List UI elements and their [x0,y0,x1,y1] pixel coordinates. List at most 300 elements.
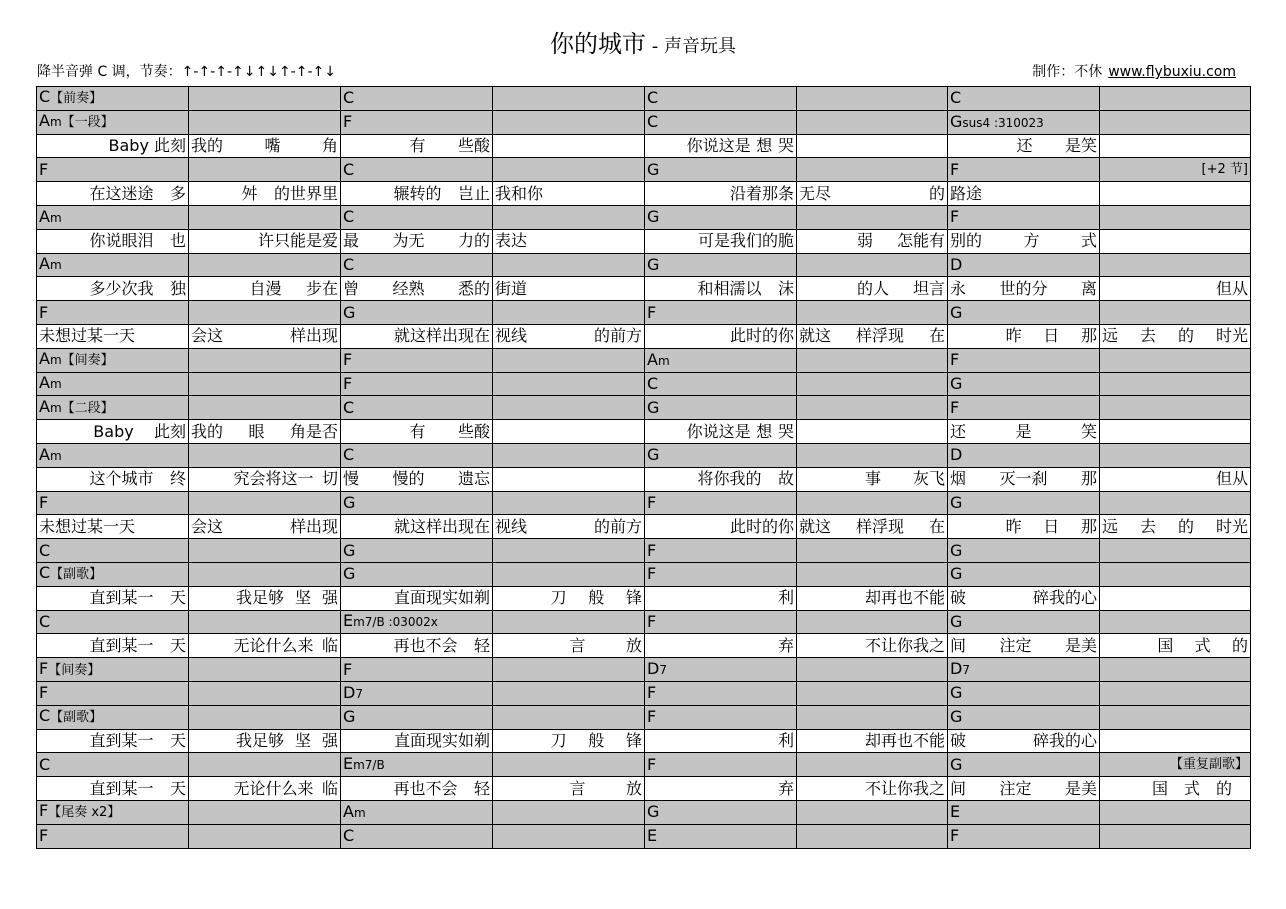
lyric-segment [950,518,984,536]
chord-root: C [647,112,659,132]
lyric-segment [1102,280,1136,298]
chord-cell [645,253,797,277]
section-label: 【前奏】 [50,91,103,107]
chord-root: F [343,112,353,132]
lyric-line [799,589,945,607]
lyric-line [191,780,338,798]
chord-extension: m [49,448,62,463]
lyric-cell [189,586,341,610]
lyric-cell [645,134,797,158]
chord-root: D [950,254,963,274]
lyric-cell [189,229,341,253]
chord-cell [341,705,493,729]
chord-root: C [343,445,355,465]
lyric-line [39,780,186,798]
lyric-segment: 也 [169,231,186,251]
chord-cell [37,562,189,586]
lyric-segment: 的前方 [593,516,642,536]
chord-extension: m [49,353,62,368]
lyric-cell [645,229,797,253]
lyric-segment: 直到某一 [89,778,154,798]
lyric-segment: 些酸 [457,421,490,441]
lyric-segment [343,589,377,607]
lyric-cell [341,634,493,658]
lyric-segment: 想 [756,135,773,155]
lyric-segment [799,232,833,250]
lyric-line [343,137,490,155]
lyric-line [343,423,490,441]
lyric-cell [645,324,797,348]
chord-cell [341,824,493,848]
lyric-segment: 破 [950,730,967,750]
lyric-cell [341,777,493,801]
lyric-cell [797,324,948,348]
lyric-cell [1100,182,1251,206]
lyric-segment: 街道 [495,278,528,298]
chord-root: A [647,349,658,369]
lyric-segment: 坦言 [912,278,945,298]
cell-note: [+2 节] [1201,161,1248,177]
lyric-segment: 独 [169,278,186,298]
chord-cell [493,539,645,563]
lyric-cell [189,777,341,801]
lyric-cell [948,277,1100,301]
lyric-cell [189,515,341,539]
lyric-segment [343,423,377,441]
lyric-cell [341,229,493,253]
lyric-segment: 强 [321,588,338,608]
lyric-segment: 视线 [495,326,528,346]
chord-extension: m [49,377,62,392]
lyric-cell [341,134,493,158]
section-label: 【间奏】 [48,662,101,678]
chord-root: F [950,350,960,370]
lyric-segment: 坚 [294,730,311,750]
chord-cell [37,396,189,420]
lyric-row [37,777,1251,801]
chord-cell [645,158,797,182]
chord-cell [1100,658,1251,682]
lyric-segment [647,232,681,250]
chord-row [37,491,1251,515]
lyric-segment [343,637,377,655]
lyric-cell [645,182,797,206]
chord-cell [645,372,797,396]
lyric-segment: 灰飞 [912,469,945,489]
lyric-cell [797,777,948,801]
chord-cell [948,87,1100,111]
chord-cell [189,539,341,563]
chord-cell [1100,539,1251,563]
lyric-segment: 日 [1043,326,1060,346]
chord-cell [948,491,1100,515]
chord-cell [797,705,948,729]
chord-row [37,539,1251,563]
chord-root: C [39,706,51,726]
lyric-segment [191,589,225,607]
lyric-segment: 是美 [1064,778,1097,798]
chord-extension: m [49,210,62,225]
chord-root: G [950,540,963,560]
lyric-cell [493,586,645,610]
lyric-line [950,137,1097,155]
lyric-line [39,423,186,441]
chord-root: G [647,159,660,179]
lyric-line [950,637,1097,655]
chord-cell [645,705,797,729]
chord-cell [1100,753,1251,777]
lyric-segment: 昨 [1005,326,1022,346]
lyric-cell [37,420,189,444]
lyric-cell [645,777,797,801]
chord-cell [645,658,797,682]
lyric-cell [189,729,341,753]
lyric-segment: 直面现实如剃 [393,588,490,608]
lyric-segment: 的 [1177,516,1194,536]
chord-cell [1100,443,1251,467]
lyric-line [39,470,186,488]
chord-cell [189,705,341,729]
lyric-segment [647,732,681,750]
lyric-segment: 曾 [343,278,360,298]
chord-cell [1100,610,1251,634]
lyric-cell [1100,324,1251,348]
chord-extension: sus4 :310023 [962,115,1044,130]
chord-row [37,562,1251,586]
lyric-line [343,637,490,655]
lyric-segment: 多少次我 [89,278,154,298]
chord-row [37,253,1251,277]
lyric-cell [948,229,1100,253]
lyric-cell [948,134,1100,158]
chord-extension: m [49,258,62,273]
chord-cell [37,753,189,777]
chord-cell [1100,110,1251,134]
lyric-line [1102,327,1248,345]
lyric-line [799,470,945,488]
lyric-line [1102,637,1248,655]
lyric-segment: 你说眼泪 [89,231,154,251]
lyric-segment: 笑 [1080,421,1097,441]
lyric-line [1102,518,1248,536]
chord-cell [341,539,493,563]
lyric-segment: 路途 [950,183,983,203]
chord-cell [37,681,189,705]
lyric-line [191,137,338,155]
lyric-segment: 遗忘 [457,469,490,489]
lyric-segment: 慢的 [392,469,425,489]
lyric-row [37,515,1251,539]
chord-root: C [343,826,355,846]
lyric-line [799,732,945,750]
lyric-segment: 你说这是 [686,421,751,441]
chord-cell [948,824,1100,848]
lyric-segment: 那 [1080,326,1097,346]
chord-root: A [39,373,50,393]
chord-cell [645,443,797,467]
chord-extension: 7 [659,663,667,678]
lyric-segment [39,137,73,155]
chord-extension: m [49,115,62,130]
chord-cell [645,681,797,705]
lyric-segment [950,137,984,155]
lyric-segment: 多 [169,183,186,203]
lyric-segment: 怎能有 [896,231,945,251]
lyric-segment: 的前方 [593,326,642,346]
lyric-segment: 世的分 [999,278,1048,298]
chord-row [37,800,1251,824]
lyric-segment [647,327,681,345]
lyric-segment: 弱 [856,231,873,251]
chord-cell [37,301,189,325]
lyric-row [37,729,1251,753]
chord-root: C [39,87,51,107]
chord-cell [189,158,341,182]
lyric-segment: 此时的你 [729,326,794,346]
chord-root: F [647,492,657,512]
chord-root: G [950,492,963,512]
lyric-segment: 的 [928,183,945,203]
chord-root: G [950,302,963,322]
chord-cell [645,301,797,325]
lyric-segment [647,518,681,536]
chord-root: G [343,540,356,560]
chord-cell [1100,348,1251,372]
chord-root: D [950,659,963,679]
lyric-segment [647,637,681,655]
lyric-segment: 去 [1139,516,1156,536]
lyric-cell [341,324,493,348]
lyric-segment: 我足够 [235,730,284,750]
chord-root: G [950,564,963,584]
lyric-segment: 此刻 [153,421,186,441]
lyric-segment [495,732,529,750]
chord-cell [797,562,948,586]
lyric-segment: 辗转的 [393,183,442,203]
chord-cell [948,110,1100,134]
lyric-segment [647,280,681,298]
chord-cell [948,205,1100,229]
chord-root: D [343,682,356,702]
chord-root: C [647,373,659,393]
chord-cell [493,824,645,848]
lyric-cell [948,420,1100,444]
chord-cell [797,800,948,824]
lyric-line [343,280,490,298]
lyric-row [37,182,1251,206]
lyric-line [647,137,794,155]
chord-cell [645,800,797,824]
chord-extension: m [49,400,62,415]
lyric-segment: 可是我们的脆 [697,231,794,251]
lyric-row [37,324,1251,348]
lyric-segment: 远 [1102,516,1119,536]
song-title: 你的城市 [550,30,647,58]
chord-root: C [343,397,355,417]
lyric-segment: 是 [1015,421,1032,441]
lyric-segment: 再也不会 [393,635,458,655]
lyric-segment: 利 [777,730,794,750]
lyric-cell [797,586,948,610]
lyric-line [647,518,794,536]
chord-root: F [39,492,49,512]
lyric-segment: 你说这是 [686,135,751,155]
chord-cell [189,87,341,111]
chord-root: C [39,754,51,774]
chord-cell [797,87,948,111]
section-label: 【二段】 [61,400,114,416]
lyric-segment: 却再也不能 [864,730,945,750]
chord-cell [1100,491,1251,515]
lyric-cell [645,467,797,491]
lyric-cell [493,277,645,301]
lyric-segment [1102,780,1136,798]
lyric-segment: 烟 [950,469,967,489]
lyric-line [799,232,945,250]
chord-cell [948,658,1100,682]
chord-row [37,705,1251,729]
chord-root: G [950,683,963,703]
lyric-cell [645,634,797,658]
lyric-segment: 为无 [392,231,425,251]
lyric-cell [1100,586,1251,610]
lyric-cell [493,134,645,158]
chord-cell [797,253,948,277]
chord-cell [1100,705,1251,729]
lyric-segment [191,470,225,488]
lyric-segment: 沿着那条 [729,183,794,203]
lyric-segment: 岂止 [457,183,490,203]
chord-cell [493,110,645,134]
chord-cell [797,491,948,515]
lyric-segment: 离 [1080,278,1097,298]
chord-root: A [39,349,50,369]
lyric-line [343,780,490,798]
chord-cell [493,301,645,325]
lyric-segment: 不让你我之 [864,635,945,655]
lyric-cell [493,729,645,753]
lyric-cell [189,134,341,158]
chord-root: E [950,802,961,822]
lyric-line [647,780,794,798]
chord-cell [37,539,189,563]
lyric-line [343,327,490,345]
lyric-row [37,634,1251,658]
song-title-bar [0,24,1286,59]
chord-cell [1100,824,1251,848]
lyric-segment: 临 [321,778,338,798]
lyric-segment: 轻 [473,778,490,798]
chord-cell [493,87,645,111]
lyric-segment: Baby 此刻 [108,135,186,155]
lyric-segment: 的 [1215,778,1232,798]
chord-cell [948,610,1100,634]
lyric-segment: 我和你 [495,183,544,203]
lyric-line [950,518,1097,536]
lyric-segment: 放 [625,778,642,798]
lyric-segment: 式 [1080,231,1097,251]
lyric-segment: 昨 [1005,516,1022,536]
lyric-segment: 还 [1016,135,1033,155]
lyric-segment [343,185,377,203]
lyric-segment [647,780,681,798]
lyric-cell [341,729,493,753]
lyric-segment: 式 [1183,778,1200,798]
chord-row [37,87,1251,111]
chord-cell [645,348,797,372]
lyric-cell [189,324,341,348]
chord-cell [341,301,493,325]
lyric-segment [799,780,833,798]
chord-root: G [950,111,963,131]
chord-cell [37,205,189,229]
chord-root: G [647,207,660,227]
lyric-segment: 沫 [777,278,794,298]
lyric-row [37,277,1251,301]
lyric-segment: 再也不会 [393,778,458,798]
lyric-segment [950,327,984,345]
chord-row [37,824,1251,848]
lyric-cell [948,182,1100,206]
lyric-segment: 锋 [625,730,642,750]
lyric-segment: 时光 [1215,516,1248,536]
chord-cell [37,800,189,824]
chord-cell [493,396,645,420]
chord-cell [341,681,493,705]
lyric-segment: 但从 [1215,469,1248,489]
lyric-line [191,589,338,607]
lyric-segment: 些酸 [457,135,490,155]
chord-cell [189,562,341,586]
lyric-line [950,423,1097,441]
lyric-line [647,280,794,298]
chord-root: E [343,754,354,774]
lyric-segment: 弃 [777,778,794,798]
lyric-segment: 样浮现 [855,326,904,346]
chord-root: C [343,159,355,179]
lyric-cell [797,134,948,158]
lyric-segment [39,232,73,250]
lyric-segment [191,780,225,798]
lyric-segment: 放 [625,635,642,655]
lyric-line [191,232,338,250]
chord-cell [1100,301,1251,325]
chord-row [37,205,1251,229]
chord-cell [645,824,797,848]
lyric-cell [948,324,1100,348]
lyric-segment: 弃 [777,635,794,655]
chord-cell [1100,158,1251,182]
lyric-segment: 时光 [1215,326,1248,346]
chord-root: G [950,373,963,393]
chord-cell [797,110,948,134]
lyric-line [39,137,186,155]
lyric-segment: 坚 [294,588,311,608]
lyric-segment: 表达 [495,231,528,251]
lyric-segment: 灭一刹 [999,469,1048,489]
chord-cell [797,681,948,705]
lyric-segment: 般 [588,588,605,608]
lyric-line [39,732,186,750]
chord-sheet-table [36,86,1251,849]
chord-root: G [647,254,660,274]
chord-cell [189,658,341,682]
lyric-row [37,467,1251,491]
lyric-row [37,229,1251,253]
section-label: 【副歌】 [50,567,103,583]
lyric-segment: 在这迷途 [89,183,154,203]
website-link[interactable]: www.flybuxiu.com [1108,64,1236,80]
